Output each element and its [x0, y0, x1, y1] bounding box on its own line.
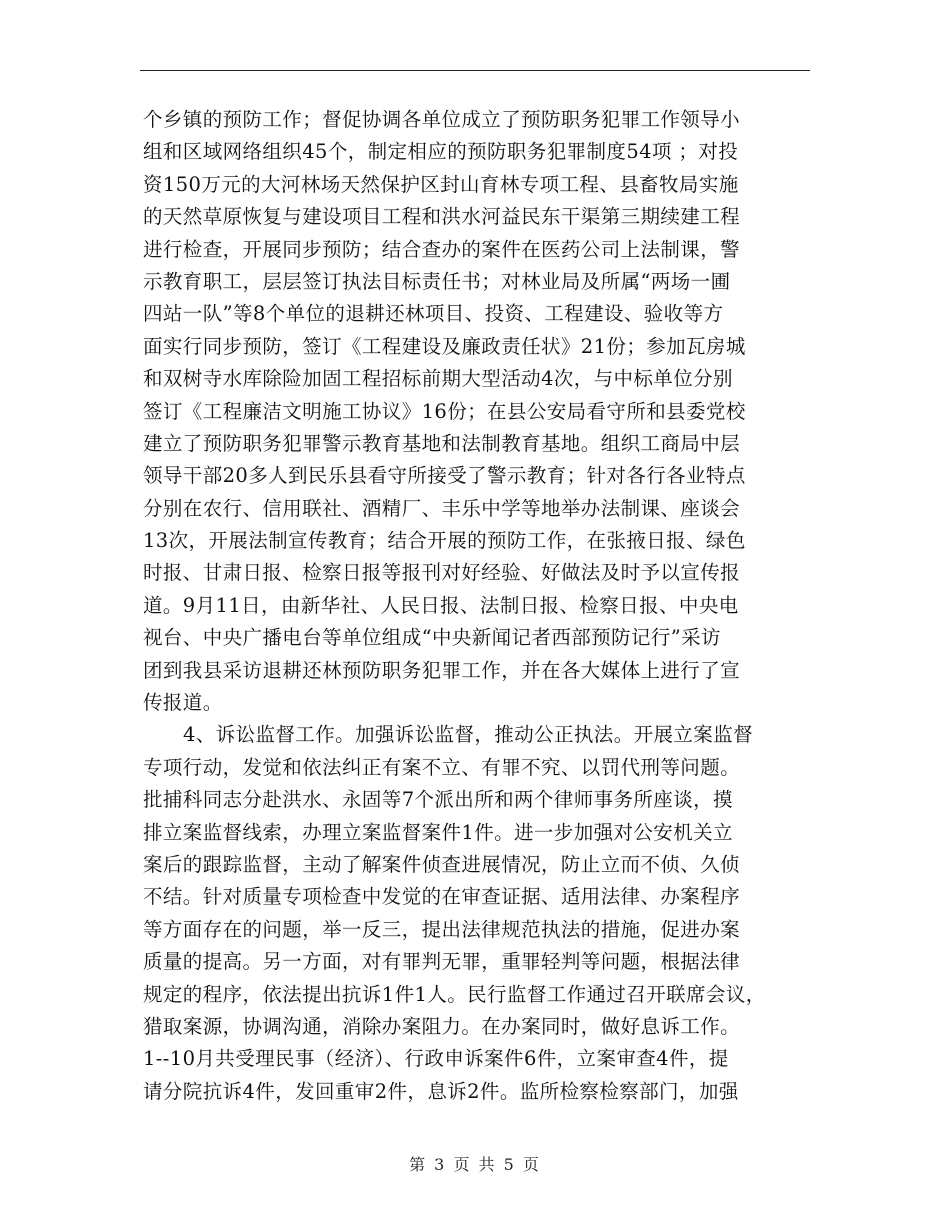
text-line: 资150万元的大河林场天然保护区封山育林专项工程、县畜牧局实施: [143, 172, 739, 196]
text-line: 质量的提高。另一方面，对有罪判无罪，重罪轻判等问题，根据法律: [143, 950, 741, 974]
text-line: 排立案监督线索，办理立案监督案件1件。进一步加强对公安机关立: [143, 820, 733, 844]
text-line: 和双树寺水库除险加固工程招标前期大型活动4次，与中标单位分别: [143, 367, 733, 391]
text-line: 1--10月共受理民事（经济）、行政申诉案件6件，立案审查4件，提: [143, 1047, 729, 1071]
text-line: 领导干部20多人到民乐县看守所接受了警示教育；针对各行各业特点: [143, 464, 746, 488]
text-line: 专项行动，发觉和依法纠正有案不立、有罪不究、以罚代刑等问题。: [143, 755, 741, 779]
text-line: 批捕科同志分赴洪水、永固等7个派出所和两个律师事务所座谈，摸: [143, 788, 733, 812]
text-line: 案后的跟踪监督，主动了解案件侦查进展情况，防止立而不侦、久侦: [143, 852, 741, 876]
text-line: 13次，开展法制宣传教育；结合开展的预防工作，在张掖日报、绿色: [143, 529, 746, 553]
text-line: 规定的程序，依法提出抗诉1件1人。民行监督工作通过召开联席会议，: [143, 982, 766, 1006]
text-line: 道。9月11日，由新华社、人民日报、法制日报、检察日报、中央电: [143, 593, 739, 617]
text-line: 猎取案源，协调沟通，消除办案阻力。在办案同时，做好息诉工作。: [143, 1014, 741, 1038]
text-line: 视台、中央广播电台等单位组成“中央新闻记者西部预防记行”采访: [143, 626, 721, 650]
body-text: [143, 104, 813, 1108]
text-line: 进行检查，开展同步预防；结合查办的案件在医药公司上法制课，警: [143, 237, 741, 261]
paragraph-start-line: 4、诉讼监督工作。加强诉讼监督，推动公正执法。开展立案监督: [183, 723, 754, 747]
text-line: 团到我县采访退耕还林预防职务犯罪工作，并在各大媒体上进行了宣: [143, 658, 741, 682]
header-rule: [140, 70, 810, 71]
page-number-footer: 第 3 页 共 5 页: [409, 1155, 541, 1174]
text-line: 个乡镇的预防工作；督促协调各单位成立了预防职务犯罪工作领导小: [143, 108, 741, 131]
text-line: 组和区域网络组织45个，制定相应的预防职务犯罪制度54项 ；对投: [143, 140, 739, 164]
text-line: 建立了预防职务犯罪警示教育基地和法制教育基地。组织工商局中层: [143, 431, 741, 455]
text-line: 请分院抗诉4件，发回重审2件，息诉2件。监所检察检察部门，加强: [143, 1079, 739, 1103]
text-line: 时报、甘肃日报、检察日报等报刊对好经验、好做法及时予以宣传报: [143, 561, 741, 585]
text-line: 不结。针对质量专项检查中发觉的在审查证据、适用法律、办案程序: [143, 885, 741, 909]
text-line: 传报道。: [143, 691, 223, 715]
text-line: 面实行同步预防，签订《工程建设及廉政责任状》21份；参加瓦房城: [143, 334, 746, 358]
text-line: 等方面存在的问题，举一反三，提出法律规范执法的措施，促进办案: [143, 917, 741, 941]
text-line: 示教育职工，层层签订执法目标责任书；对林业局及所属“两场一圃: [143, 269, 731, 293]
text-line: 分别在农行、信用联社、酒精厂、丰乐中学等地举办法制课、座谈会: [143, 496, 741, 520]
text-line: 四站一队”等8个单位的退耕还林项目、投资、工程建设、验收等方: [143, 302, 724, 326]
text-line: 签订《工程廉洁文明施工协议》16份；在县公安局看守所和县委党校: [143, 399, 746, 423]
text-line: 的天然草原恢复与建设项目工程和洪水河益民东干渠第三期续建工程: [143, 205, 741, 229]
